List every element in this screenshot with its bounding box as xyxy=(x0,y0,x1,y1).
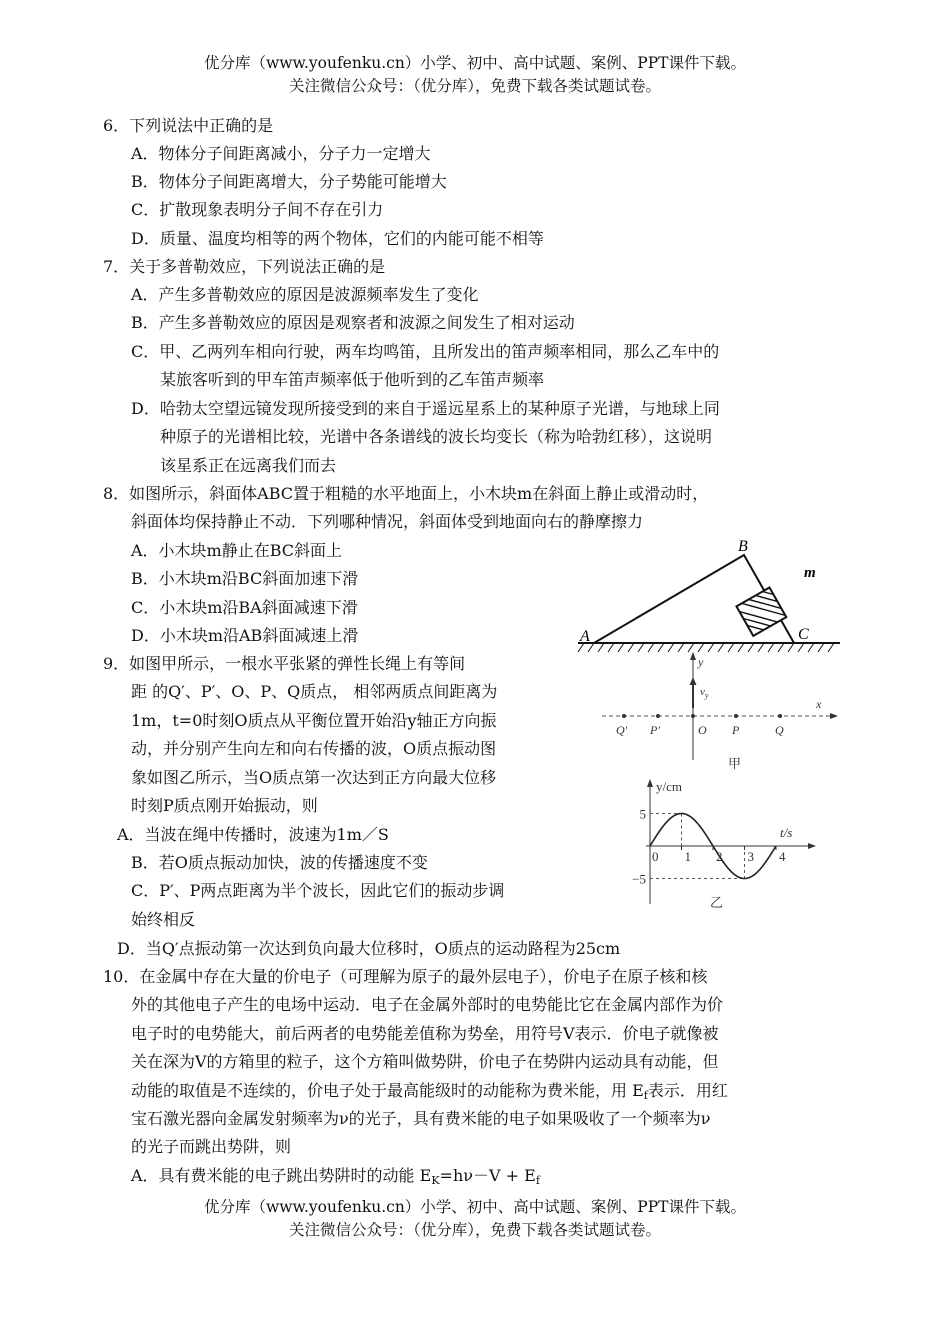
figure-yi-svg xyxy=(620,776,820,910)
q9-stem-line6: 时刻P质点刚开始振动，则 xyxy=(131,796,318,815)
q6-stem: 6．下列说法中正确的是 xyxy=(103,116,274,135)
jia-point-label: O xyxy=(698,723,707,737)
label-m: m xyxy=(804,565,816,581)
yi-x-tick-label: 0 xyxy=(652,849,659,864)
incline-figure xyxy=(572,535,844,661)
jia-point xyxy=(656,714,660,718)
q9-option-a: A．当波在绳中传播时，波速为1m／S xyxy=(117,825,389,844)
q6-option-a: A．物体分子间距离减小，分子力一定增大 xyxy=(131,144,431,163)
jia-y-arrow xyxy=(690,652,696,660)
q6-option-d: D．质量、温度均相等的两个物体，它们的内能可能不相等 xyxy=(131,229,544,248)
label-c: C xyxy=(798,626,809,643)
q7-option-b: B．产生多普勒效应的原因是观察者和波源之间发生了相对运动 xyxy=(131,313,575,332)
q6-option-b: B．物体分子间距离增大，分子势能可能增大 xyxy=(131,172,447,191)
q10-option-a: A．具有费米能的电子跳出势阱时的动能 $E_K=h\nu-V + E_f$ xyxy=(131,1166,540,1187)
footer-line-2: 关注微信公众号：（优分库），免费下载各类试题试卷。 xyxy=(288,1221,661,1239)
q9-stem-line1: 9．如图甲所示，一根水平张紧的弹性长绳上有等间 xyxy=(103,654,466,673)
jia-v-label: $v_y$ xyxy=(700,686,709,700)
jia-point xyxy=(622,714,626,718)
q8-option-a: A．小木块m静止在BC斜面上 xyxy=(131,541,343,560)
jia-x-arrow xyxy=(830,713,838,719)
q8-stem-line1: 8．如图所示，斜面体ABC置于粗糙的水平地面上，小木块m在斜面上静止或滑动时， xyxy=(103,484,709,503)
jia-velocity-head xyxy=(690,677,697,685)
incline-svg xyxy=(572,535,844,657)
q9-stem-line5: 象如图乙所示，当O质点第一次达到正方向最大位移 xyxy=(131,768,497,787)
q10-stem-line4: 关在深为V的方箱里的粒子，这个方箱叫做势阱，价电子在势阱内运动具有动能，但 xyxy=(131,1052,719,1071)
q9-option-d: D．当Q′点振动第一次达到负向最大位移时，O质点的运动路程为25cm xyxy=(117,939,621,958)
q10-stem-line7: 的光子而跳出势阱，则 xyxy=(131,1137,292,1156)
jia-point-label: Q xyxy=(775,723,784,737)
yi-y-tick-label: 5 xyxy=(639,806,646,822)
page-header xyxy=(0,52,950,98)
q10-stem-line5: 动能的取值是不连续的，价电子处于最高能级时的动能称为费米能，用 $E_f$表示．用红 xyxy=(131,1081,728,1102)
footer-line-1: 优分库（www.youfenku.cn）小学、初中、高中试题、案例、PPT课件下载。 xyxy=(203,1198,747,1216)
yi-x-tick-label: 1 xyxy=(684,849,691,864)
jia-point-label: P xyxy=(732,723,740,737)
jia-point-label: P′ xyxy=(650,723,660,737)
q7-option-d-line1: D．哈勃太空望远镜发现所接受到的来自于遥远星系上的某种原子光谱，与地球上同 xyxy=(131,399,720,418)
jia-point-label: Q′ xyxy=(616,723,628,737)
q9-stem-line4: 动，并分别产生向左和向右传播的波，O质点振动图 xyxy=(131,739,497,758)
q7-option-d-line2: 种原子的光谱相比较，光谱中各条谱线的波长均变长（称为哈勃红移），这说明 xyxy=(160,427,713,446)
q7-option-c-line2: 某旅客听到的甲车笛声频率低于他听到的乙车笛声频率 xyxy=(160,370,545,389)
header-line-2: 关注微信公众号：（优分库），免费下载各类试题试卷。 xyxy=(288,77,661,95)
q8-stem-line2: 斜面体均保持静止不动．下列哪种情况，斜面体受到地面向右的静摩擦力 xyxy=(131,512,644,531)
q7-option-c-line1: C．甲、乙两列车相向行驶，两车均鸣笛，且所发出的笛声频率相同，那么乙车中的 xyxy=(131,342,720,361)
label-a: A xyxy=(580,628,590,645)
yi-x-tick-label: 3 xyxy=(747,849,754,864)
q8-option-c: C．小木块m沿BA斜面减速下滑 xyxy=(131,598,358,617)
q8-option-d: D．小木块m沿AB斜面减速上滑 xyxy=(131,626,359,645)
jia-x-label: x xyxy=(816,697,822,711)
q10-stem-line6: 宝石激光器向金属发射频率为ν的光子，具有费米能的电子如果吸收了一个频率为ν xyxy=(131,1109,711,1128)
page-footer xyxy=(0,1196,950,1242)
yi-x-tick-label: 4 xyxy=(779,849,786,864)
yi-y-label: y/cm xyxy=(656,779,682,794)
q9-option-c-line1: C．P′、P两点距离为半个波长，因此它们的振动步调 xyxy=(131,881,505,900)
jia-y-label: y xyxy=(698,655,704,669)
figure-jia-svg xyxy=(596,650,846,775)
figure-jia xyxy=(596,650,846,779)
q8-option-b: B．小木块m沿BC斜面加速下滑 xyxy=(131,569,359,588)
q7-stem: 7．关于多普勒效应，下列说法正确的是 xyxy=(103,257,386,276)
q10-stem-line3: 电子时的电势能大，前后两者的电势能差值称为势垒，用符号V表示．价电子就像被 xyxy=(131,1024,719,1043)
q7-option-d-line3: 该星系正在远离我们而去 xyxy=(160,456,337,475)
yi-x-arrow xyxy=(808,843,816,849)
q9-stem-line3: 1m，t=0时刻O质点从平衡位置开始沿y轴正方向振 xyxy=(131,711,497,730)
jia-point xyxy=(778,714,782,718)
q6-option-c: C．扩散现象表明分子间不存在引力 xyxy=(131,200,384,219)
jia-point xyxy=(691,714,695,718)
block-m xyxy=(736,588,786,636)
jia-caption: 甲 xyxy=(728,757,742,772)
yi-caption: 乙 xyxy=(710,896,724,910)
q7-option-a: A．产生多普勒效应的原因是波源频率发生了变化 xyxy=(131,285,479,304)
figure-yi xyxy=(620,776,820,914)
jia-point xyxy=(734,714,738,718)
q9-stem-line2: 距 的Q′、P′、O、P、Q质点， 相邻两质点间距离为 xyxy=(131,682,498,701)
q9-option-b: B．若O质点振动加快，波的传播速度不变 xyxy=(131,853,428,872)
q9-option-c-line2: 始终相反 xyxy=(131,910,196,929)
yi-x-tick-label: 2 xyxy=(716,849,723,864)
q10-stem-line2: 外的其他电子产生的电场中运动．电子在金属外部时的电势能比它在金属内部作为价 xyxy=(131,995,724,1014)
q10-stem-line1: 10．在金属中存在大量的价电子（可理解为原子的最外层电子），价电子在原子核和核 xyxy=(103,967,708,986)
label-b: B xyxy=(738,538,748,555)
yi-y-tick-label: −5 xyxy=(632,871,646,887)
yi-y-arrow xyxy=(647,779,653,787)
yi-x-label: t/s xyxy=(780,825,793,840)
header-line-1: 优分库（www.youfenku.cn）小学、初中、高中试题、案例、PPT课件下载。 xyxy=(203,54,747,72)
